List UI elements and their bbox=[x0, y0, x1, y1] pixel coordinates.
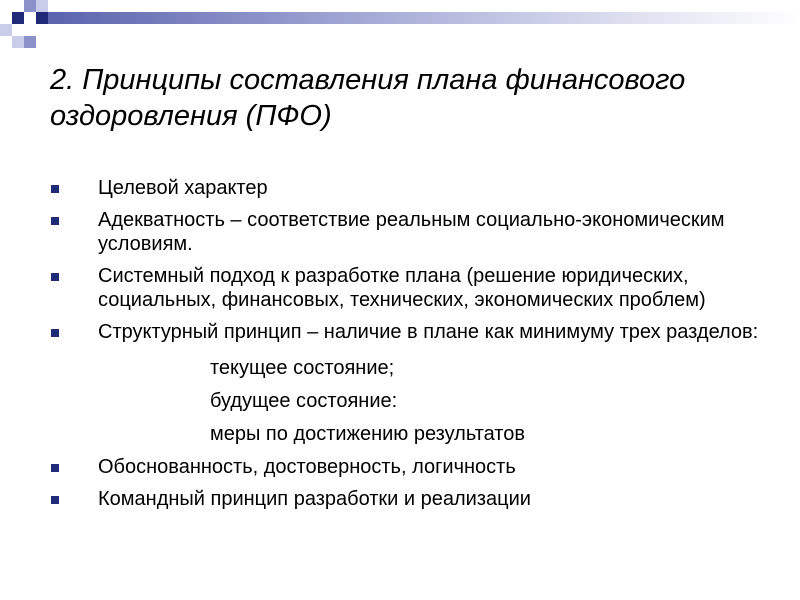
list-item-text: Адекватность – соответствие реальным социально-экономическим условиям. bbox=[98, 209, 725, 255]
list-item bbox=[0, 455, 800, 479]
square-bullet-icon bbox=[51, 217, 59, 225]
list-item bbox=[0, 264, 800, 312]
decor-square bbox=[0, 24, 12, 36]
decorative-squares bbox=[0, 0, 60, 60]
square-bullet-icon bbox=[51, 185, 59, 193]
list-item bbox=[0, 176, 800, 200]
decor-square bbox=[24, 0, 36, 12]
decor-square bbox=[36, 0, 48, 12]
sub-list-item bbox=[0, 422, 800, 446]
square-bullet-icon bbox=[51, 329, 59, 337]
list-item-text: будущее состояние: bbox=[210, 390, 398, 412]
square-bullet-icon bbox=[51, 496, 59, 504]
list-item-text: текущее состояние; bbox=[210, 357, 395, 379]
list-item-text: Системный подход к разработке плана (решение юридических, социальных, финансовых, технических, экономических проблем) bbox=[98, 265, 706, 311]
list-item-text: Обоснованность, достоверность, логичность bbox=[98, 456, 516, 478]
sub-list-item bbox=[0, 356, 800, 380]
decorative-gradient-bar bbox=[48, 12, 800, 24]
decor-square bbox=[24, 36, 36, 48]
list-item-text: Структурный принцип – наличие в плане как минимуму трех разделов: bbox=[98, 321, 759, 343]
square-bullet-icon bbox=[51, 273, 59, 281]
list-item-text: Командный принцип разработки и реализации bbox=[98, 488, 531, 510]
slide-title: 2. Принципы составления плана финансового оздоровления (ПФО) bbox=[50, 64, 686, 132]
decor-square bbox=[36, 12, 48, 24]
list-item-text: меры по достижению результатов bbox=[210, 423, 525, 445]
list-item bbox=[0, 487, 800, 511]
decor-square bbox=[12, 36, 24, 48]
principles-list bbox=[0, 176, 800, 519]
decor-square bbox=[12, 12, 24, 24]
sub-list-item bbox=[0, 389, 800, 413]
list-item-text: Целевой характер bbox=[98, 177, 268, 199]
list-item bbox=[0, 208, 800, 256]
list-item bbox=[0, 320, 800, 344]
square-bullet-icon bbox=[51, 464, 59, 472]
